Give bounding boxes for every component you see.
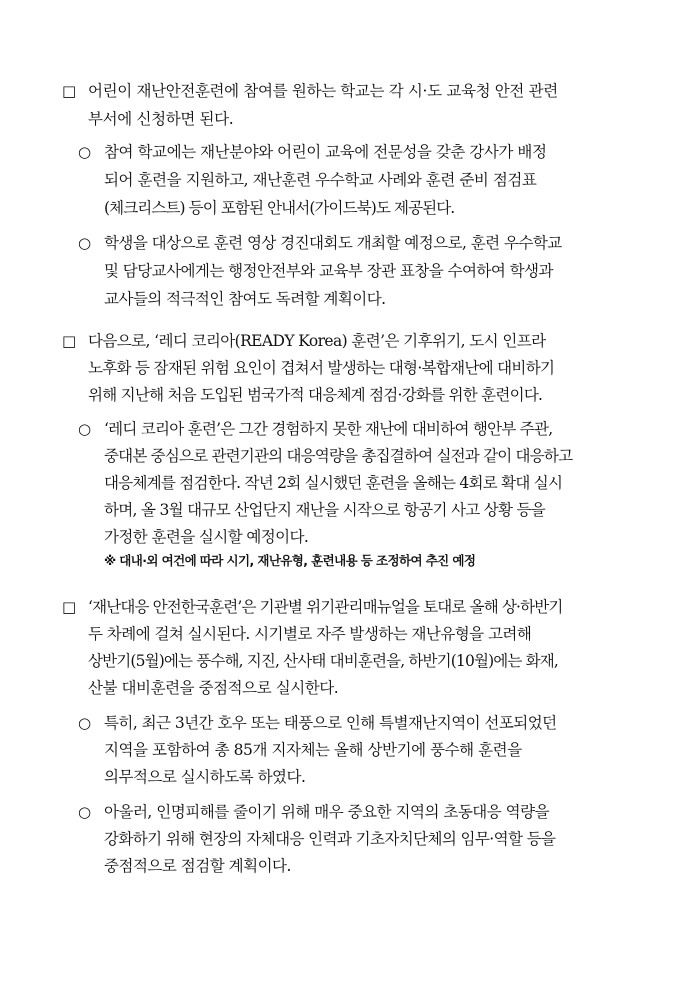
- paragraph-line: 어린이 재난안전훈련에 참여를 원하는 학교는 각 시·도 교육청 안전 관련: [88, 82, 558, 100]
- paragraph-line: 가정한 훈련을 실시할 예정이다.: [104, 528, 309, 546]
- square-bullet-icon: □: [62, 332, 77, 350]
- paragraph-line: 교사들의 적극적인 참여도 독려할 계획이다.: [104, 290, 386, 308]
- footnote-text: ※ 대내·외 여건에 따라 시기, 재난유형, 훈련내용 등 조정하여 추진 예정: [104, 553, 476, 568]
- paragraph-line: 및 담당교사에게는 행정안전부와 교육부 장관 표창을 수여하여 학생과: [104, 262, 553, 280]
- paragraph-line: 노후화 등 잠재된 위험 요인이 겹쳐서 발생하는 대형·복합재난에 대비하기: [88, 359, 555, 377]
- circle-bullet-icon: ○: [78, 234, 92, 252]
- circle-bullet-icon: ○: [78, 143, 92, 161]
- paragraph-line: 의무적으로 실시하도록 하였다.: [104, 768, 306, 786]
- paragraph-line: 특히, 최근 3년간 호우 또는 태풍으로 인해 특별재난지역이 선포되었던: [104, 714, 557, 732]
- paragraph-line: 중점적으로 점검할 계획이다.: [104, 857, 291, 875]
- paragraph-line: 지역을 포함하여 총 85개 지자체는 올해 상반기에 풍수해 훈련을: [104, 741, 522, 759]
- paragraph-line: 두 차례에 걸쳐 실시된다. 시기별로 자주 발생하는 재난유형을 고려해: [88, 625, 532, 643]
- paragraph-line: ‘재난대응 안전한국훈련’은 기관별 위기관리매뉴얼을 토대로 올해 상·하반기: [88, 598, 563, 616]
- paragraph-line: 아울러, 인명피해를 줄이기 위해 매우 중요한 지역의 초동대응 역량을: [104, 803, 550, 821]
- square-bullet-icon: □: [62, 82, 77, 100]
- paragraph-line: 중대본 중심으로 관련기관의 대응역량을 총집결하여 실전과 같이 대응하고: [104, 447, 573, 465]
- paragraph-line: 하며, 올 3월 대규모 산업단지 재난을 시작으로 항공기 사고 상황 등을: [104, 501, 546, 519]
- circle-bullet-icon: ○: [78, 803, 92, 821]
- paragraph-line: 강화하기 위해 현장의 자체대응 인력과 기초자치단체의 임무·역할 등을: [104, 830, 556, 848]
- square-bullet-icon: □: [62, 598, 77, 616]
- paragraph-line: 위해 지난해 처음 도입된 범국가적 대응체계 점검·강화를 위한 훈련이다.: [88, 386, 543, 404]
- circle-bullet-icon: ○: [78, 420, 92, 438]
- paragraph-line: 산불 대비훈련을 중점적으로 실시한다.: [88, 679, 339, 697]
- paragraph-line: ‘레디 코리아 훈련’은 그간 경험하지 못한 재난에 대비하여 행안부 주관,: [104, 420, 553, 438]
- paragraph-line: 학생을 대상으로 훈련 영상 경진대회도 개최할 예정으로, 훈련 우수학교: [104, 234, 562, 252]
- paragraph-line: 되어 훈련을 지원하고, 재난훈련 우수학교 사례와 훈련 준비 점검표: [104, 171, 537, 189]
- paragraph-line: 부서에 신청하면 된다.: [88, 110, 234, 128]
- circle-bullet-icon: ○: [78, 714, 92, 732]
- paragraph-line: (체크리스트) 등이 포함된 안내서(가이드북)도 제공된다.: [104, 199, 455, 217]
- paragraph-line: 다음으로, ‘레디 코리아(READY Korea) 훈련’은 기후위기, 도시 인프라: [88, 332, 546, 350]
- paragraph-line: 참여 학교에는 재난분야와 어린이 교육에 전문성을 갖춘 강사가 배정: [104, 143, 547, 161]
- paragraph-line: 상반기(5월)에는 풍수해, 지진, 산사태 대비훈련을, 하반기(10월)에는 화재,: [88, 652, 558, 670]
- paragraph-line: 대응체계를 점검한다. 작년 2회 실시했던 훈련을 올해는 4회로 확대 실시: [104, 474, 563, 492]
